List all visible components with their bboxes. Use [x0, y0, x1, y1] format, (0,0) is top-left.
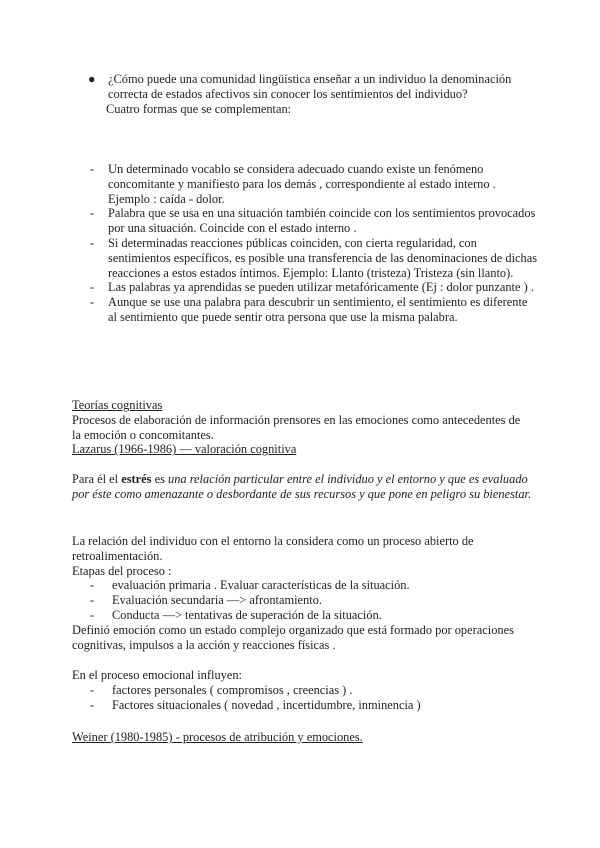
list-item: - Conducta —> tentativas de superación de la situación.	[90, 607, 382, 622]
process-section	[72, 534, 532, 652]
dash-icon: -	[90, 697, 95, 712]
dash-icon: -	[90, 607, 95, 622]
cognitive-section	[72, 398, 532, 457]
emotion-definition: Definió emoción como un estado complejo organizado que está formado por operaciones cognitivas, impulsos a la acción y reacciones físicas .	[72, 622, 514, 652]
dash-icon: -	[90, 295, 95, 310]
weiner-heading: Weiner (1980-1985) - procesos de atribución y emociones.	[72, 730, 363, 744]
list-item: - factores personales ( compromisos , creencias ) .	[90, 682, 353, 697]
list-item: - Las palabras ya aprendidas se pueden utilizar metafóricamente (Ej : dolor punzante ) .	[90, 280, 534, 295]
relation-text: La relación del individuo con el entorno la considera como un proceso abierto de retroalimentación.	[72, 534, 474, 563]
influences-section	[72, 668, 532, 712]
dash-icon: -	[90, 682, 95, 697]
stages-list	[88, 578, 532, 622]
weiner-section	[72, 730, 532, 745]
list-item: - Evaluación secundaria —> afrontamiento.	[90, 593, 322, 608]
stages-label: Etapas del proceso :	[72, 563, 172, 578]
influence-label: En el proceso emocional influyen:	[72, 668, 242, 682]
dash-icon: -	[90, 162, 95, 176]
influences-list	[88, 683, 532, 713]
list-item: - Un determinado vocablo se considera adecuado cuando existe un fenómeno concomitante y manifiesto para los demás , correspondiente al estado interno . Ejemplo : caída - dolor.	[90, 162, 496, 206]
dash-icon: -	[90, 578, 95, 593]
list-item: - Si determinadas reacciones públicas coinciden, con cierta regularidad, con sentimientos específicos, es posible una transferencia de las denominaciones de dichas reacciones a estos estados íntimos. Ejemplo: Llanto (tristeza) Tristeza (sin llanto).	[90, 235, 538, 280]
bullet-icon: ●	[88, 72, 96, 86]
cognitive-heading: Teorías cognitivas	[72, 398, 163, 412]
stress-term: estrés	[121, 472, 152, 486]
cognitive-text: Procesos de elaboración de información prensores en las emociones como antecedentes de la emoción o concomitantes.	[72, 412, 521, 442]
dash-icon: -	[90, 235, 95, 250]
list-item: - Palabra que se usa en una situación también coincide con los sentimientos provocados por una situación. Coincide con el estado interno .	[90, 206, 536, 236]
list-item: - Factores situacionales ( novedad , incertidumbre, inminencia )	[90, 697, 421, 712]
question-text: ¿Cómo puede una comunidad lingüística enseñar a un individuo la denominación correcta de estados afectivos sin conocer los sentimientos del individuo?	[108, 72, 512, 101]
lazarus-heading: Lazarus (1966-1986) — valoración cognitiva	[72, 442, 297, 457]
list-item: - Aunque se use una palabra para descubrir un sentimiento, el sentimiento es diferente al sentimiento que puede sentir otra persona que use la misma palabra.	[90, 295, 528, 324]
dash-icon: -	[90, 206, 95, 221]
list-item: - evaluación primaria . Evaluar características de la situación.	[90, 578, 410, 593]
dash-icon: -	[90, 593, 95, 608]
dash-icon: -	[90, 280, 95, 295]
forms-list	[88, 162, 538, 325]
question-subtitle: Cuatro formas que se complementan:	[106, 101, 292, 116]
question-block	[88, 72, 528, 116]
stress-definition: Para él el estrés es una relación particular entre el individuo y el entorno y que es evaluado por éste como amenazante o desbordante de sus recursos y que pone en peligro su bienestar.	[72, 472, 532, 501]
